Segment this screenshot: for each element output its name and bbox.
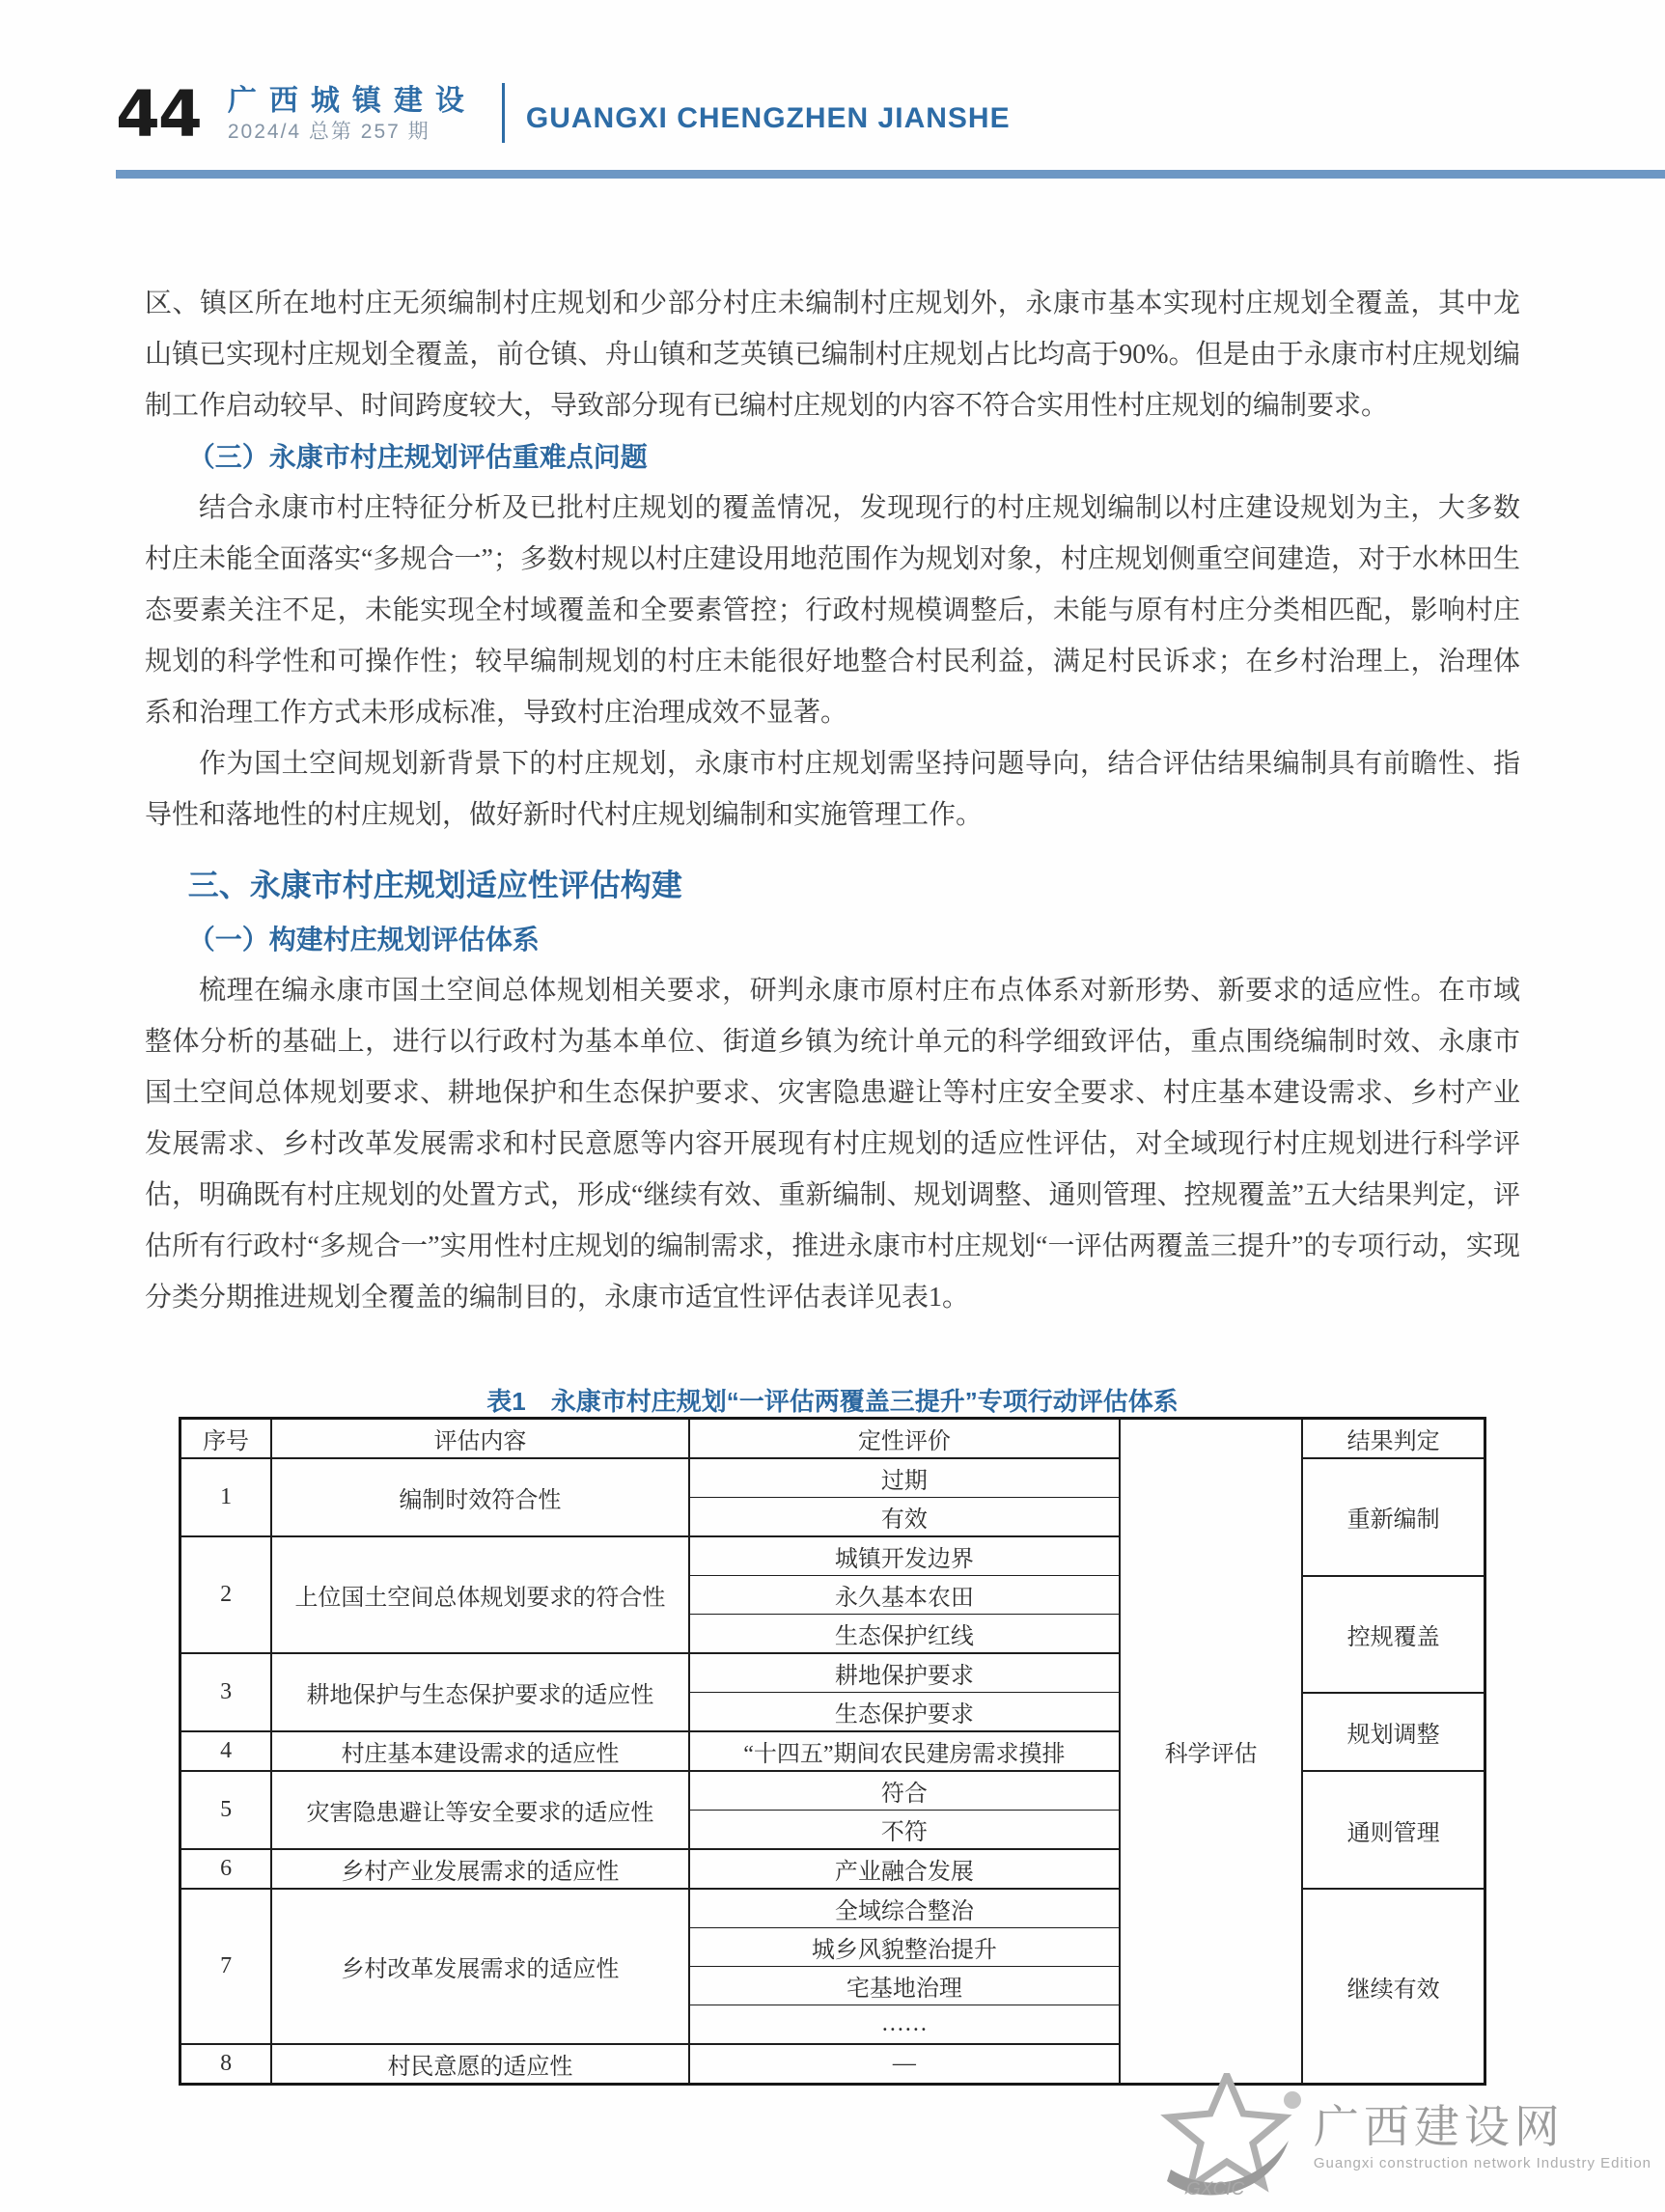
paragraph: 区、镇区所在地村庄无须编制村庄规划和少部分村庄未编制村庄规划外，永康市基本实现村庄规划全覆盖，其中龙山镇已实现村庄规划全覆盖，前仓镇、舟山镇和芝英镇已编制村庄规划占比均高于90%。但是由于永康市村庄规划编制工作启动较早、时间跨度较大，导致部分现有已编村庄规划的内容不符合实用性村庄规划的编制要求。	[145, 289, 1520, 421]
heading-level3: （三）永康市村庄规划评估重难点问题	[187, 442, 648, 472]
watermark-subtitle: Guangxi construction network Industry Edition	[1313, 2154, 1651, 2171]
cell-qualitative: ……	[689, 2005, 1120, 2045]
cell-qualitative: “十四五”期间农民建房需求摸排	[689, 1731, 1120, 1771]
cell-qualitative: 过期	[689, 1458, 1120, 1498]
journal-title-en: GUANGXI CHENGZHEN JIANSHE	[525, 102, 1011, 134]
cell-no: 6	[180, 1849, 272, 1889]
paragraph: 结合永康市村庄特征分析及已批村庄规划的覆盖情况，发现现行的村庄规划编制以村庄建设规划为主，大多数村庄未能全面落实“多规合一”；多数村规以村庄建设用地范围作为规划对象，村庄规划侧重空间建造，对于水林田生态要素关注不足，未能实现全村域覆盖和全要素管控；行政村规模调整后，未能与原有村庄分类相匹配，影响村庄规划的科学性和可操作性；较早编制规划的村庄未能很好地整合村民利益，满足村民诉求；在乡村治理上，治理体系和治理工作方式未形成标准，导致村庄治理成效不显著。	[145, 493, 1520, 728]
watermark-title: 广西建设网	[1313, 2102, 1565, 2153]
article-body	[145, 278, 1520, 1323]
section-heading: 三、永康市村庄规划适应性评估构建	[187, 868, 682, 902]
col-header-result: 结果判定	[1302, 1419, 1485, 1459]
cell-no: 2	[180, 1536, 272, 1653]
header-rule	[116, 170, 1665, 179]
cell-no: 4	[180, 1731, 272, 1771]
cell-qualitative: 有效	[689, 1498, 1120, 1537]
cell-content: 乡村产业发展需求的适应性	[271, 1849, 689, 1889]
col-header-content: 评估内容	[271, 1419, 689, 1459]
cell-content: 上位国土空间总体规划要求的符合性	[271, 1536, 689, 1653]
cell-qualitative: 生态保护红线	[689, 1615, 1120, 1654]
cell-content: 灾害隐患避让等安全要求的适应性	[271, 1771, 689, 1849]
cell-result: 继续有效	[1302, 1889, 1485, 2085]
cell-qualitative: 符合	[689, 1771, 1120, 1811]
watermark-text-block	[1314, 2103, 1651, 2171]
cell-qualitative: 城镇开发边界	[689, 1536, 1120, 1576]
cell-qualitative: 生态保护要求	[689, 1693, 1120, 1732]
table-caption: 表1 永康市村庄规划“一评估两覆盖三提升”专项行动评估体系	[486, 1387, 1179, 1416]
cell-content: 村庄基本建设需求的适应性	[271, 1731, 689, 1771]
cell-result: 控规覆盖	[1302, 1576, 1485, 1693]
page-number: 44	[116, 77, 201, 152]
cell-content: 编制时效符合性	[271, 1458, 689, 1536]
cell-result: 规划调整	[1302, 1693, 1485, 1772]
cell-qualitative: —	[689, 2044, 1120, 2085]
paragraph: 梳理在编永康市国土空间总体规划相关要求，研判永康市原村庄布点体系对新形势、新要求的适应性。在市域整体分析的基础上，进行以行政村为基本单位、街道乡镇为统计单元的科学细致评估，重点围绕编制时效、永康市国土空间总体规划要求、耕地保护和生态保护要求、灾害隐患避让等村庄安全要求、村庄基本建设需求、乡村产业发展需求、乡村改革发展需求和村民意愿等内容开展现有村庄规划的适应性评估，对全域现行村庄规划进行科学评估，明确既有村庄规划的处置方式，形成“继续有效、重新编制、规划调整、通则管理、控规覆盖”五大结果判定，评估所有行政村“多规合一”实用性村庄规划的编制需求，推进永康市村庄规划“一评估两覆盖三提升”的专项行动，实现分类分期推进规划全覆盖的编制目的，永康市适宜性评估表详见表1。	[145, 976, 1520, 1313]
cell-method: 科学评估	[1120, 1419, 1302, 2085]
cell-qualitative: 城乡风貌整治提升	[689, 1928, 1120, 1967]
header-divider	[502, 83, 505, 143]
cell-qualitative: 全域综合整治	[689, 1889, 1120, 1928]
cell-no: 3	[180, 1653, 272, 1731]
cell-result: 重新编制	[1302, 1458, 1485, 1576]
cell-qualitative: 耕地保护要求	[689, 1653, 1120, 1693]
journal-title-block	[228, 81, 477, 145]
subsection-heading: （一）构建村庄规划评估体系	[187, 925, 540, 954]
col-header-no: 序号	[180, 1419, 272, 1459]
cell-qualitative: 宅基地治理	[689, 1967, 1120, 2005]
cell-qualitative: 产业融合发展	[689, 1849, 1120, 1889]
cell-no: 8	[180, 2044, 272, 2085]
table-header-row	[180, 1419, 1485, 1459]
watermark	[1157, 2073, 1651, 2200]
cell-qualitative: 永久基本农田	[689, 1576, 1120, 1615]
cell-qualitative: 不符	[689, 1811, 1120, 1850]
evaluation-table	[179, 1417, 1486, 2086]
page-header	[116, 77, 1665, 152]
gxcic-star-logo	[1157, 2073, 1304, 2200]
col-header-qualitative: 定性评价	[689, 1419, 1120, 1459]
cell-no: 1	[180, 1458, 272, 1536]
paragraph: 作为国土空间规划新背景下的村庄规划，永康市村庄规划需坚持问题导向，结合评估结果编制具有前瞻性、指导性和落地性的村庄规划，做好新时代村庄规划编制和实施管理工作。	[145, 749, 1520, 830]
issue-info: 2024/4 总第 257 期	[227, 121, 430, 143]
cell-content: 村民意愿的适应性	[271, 2044, 689, 2085]
cell-no: 5	[180, 1771, 272, 1849]
cell-no: 7	[180, 1889, 272, 2044]
cell-result: 通则管理	[1302, 1771, 1485, 1889]
cell-content: 乡村改革发展需求的适应性	[271, 1889, 689, 2044]
journal-title-cn: 广西城镇建设	[227, 85, 477, 117]
cell-content: 耕地保护与生态保护要求的适应性	[271, 1653, 689, 1731]
gxcic-logo-text: GXCIC	[1185, 2179, 1245, 2199]
